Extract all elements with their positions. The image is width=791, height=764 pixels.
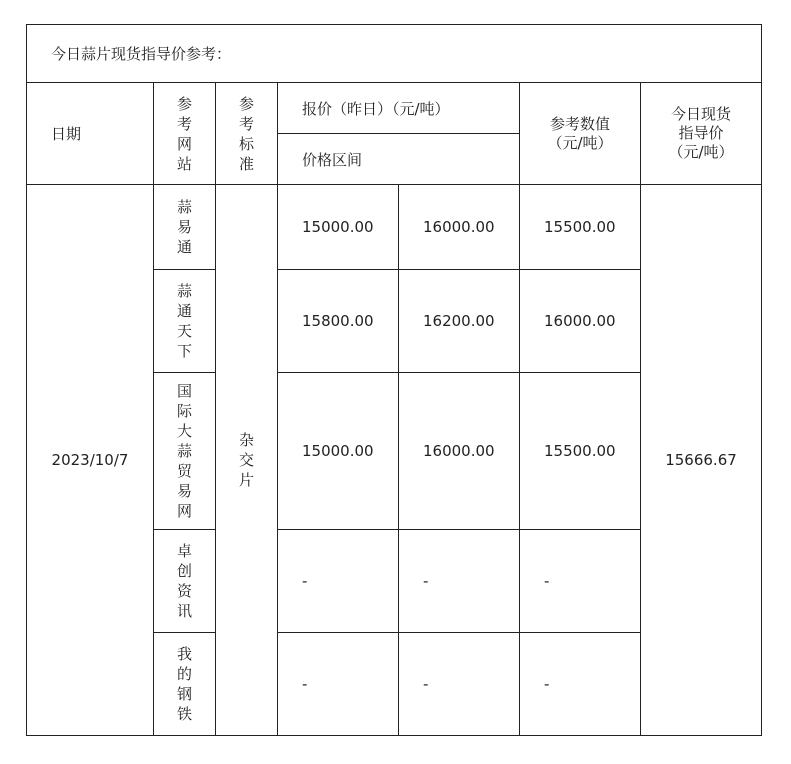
site-cell: 蒜易通 — [154, 185, 216, 270]
ref-value-cell: - — [520, 633, 641, 736]
low-price-cell: 15000.00 — [278, 373, 399, 530]
low-price-cell: - — [278, 530, 399, 633]
high-price-cell: 16200.00 — [399, 270, 520, 373]
high-price-cell: 16000.00 — [399, 373, 520, 530]
ref-value-cell: 16000.00 — [520, 270, 641, 373]
site-cell: 我的钢铁 — [154, 633, 216, 736]
table-row — [27, 185, 762, 270]
date-cell: 2023/10/7 — [27, 185, 154, 736]
date-header: 日期 — [27, 83, 154, 185]
high-price-cell: - — [399, 633, 520, 736]
ref-value-cell: - — [520, 530, 641, 633]
ref-value-header: 参考数值（元/吨） — [520, 83, 641, 185]
standard-cell: 杂交片 — [216, 185, 278, 736]
price-table — [26, 24, 762, 736]
range-header: 价格区间 — [278, 134, 520, 185]
site-header: 参考网站 — [154, 83, 216, 185]
low-price-cell: 15000.00 — [278, 185, 399, 270]
low-price-cell: 15800.00 — [278, 270, 399, 373]
high-price-cell: 16000.00 — [399, 185, 520, 270]
low-price-cell: - — [278, 633, 399, 736]
ref-value-cell: 15500.00 — [520, 185, 641, 270]
site-cell: 国际大蒜贸易网 — [154, 373, 216, 530]
standard-header: 参考标准 — [216, 83, 278, 185]
table-title: 今日蒜片现货指导价参考： — [27, 25, 762, 83]
site-cell: 卓创资讯 — [154, 530, 216, 633]
ref-value-cell: 15500.00 — [520, 373, 641, 530]
site-cell: 蒜通天下 — [154, 270, 216, 373]
guide-price-header: 今日现货指导价（元/吨） — [641, 83, 762, 185]
high-price-cell: - — [399, 530, 520, 633]
guide-price-cell: 15666.67 — [641, 185, 762, 736]
quote-header: 报价（昨日）（元/吨） — [278, 83, 520, 134]
